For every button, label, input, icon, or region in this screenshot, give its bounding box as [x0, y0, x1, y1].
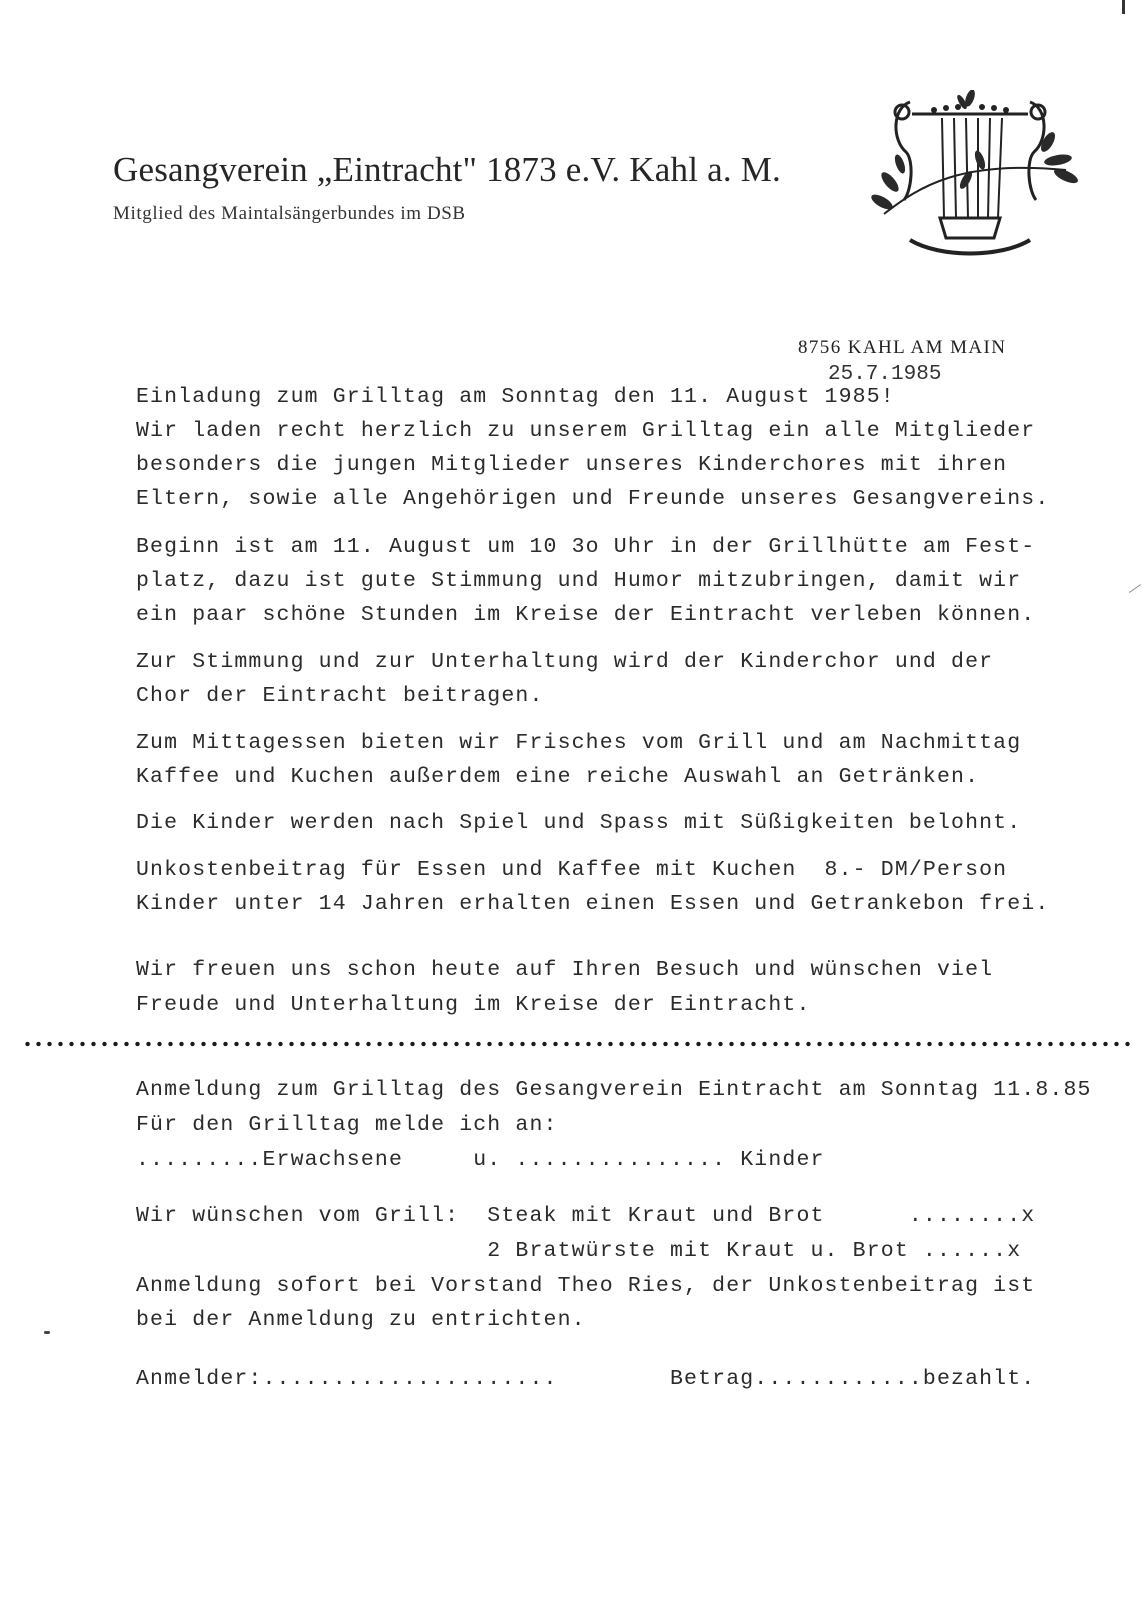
letter-date: 25.7.1985: [828, 363, 942, 386]
lyre-emblem-icon: [870, 90, 1085, 260]
invitation-line: Kaffee und Kuchen außerdem eine reiche Auswahl an Getränken.: [136, 765, 980, 789]
registration-line: 2 Bratwürste mit Kraut u. Brot ......x: [136, 1239, 1022, 1263]
registration-line: Anmeldung zum Grilltag des Gesangverein Eintracht am Sonntag 11.8.85: [136, 1078, 1092, 1102]
invitation-line: Einladung zum Grilltag am Sonntag den 11. August 1985!: [136, 385, 895, 409]
organization-name: Gesangverein „Eintracht" 1873 e.V. Kahl a. M.: [113, 150, 782, 189]
registration-line: Wir wünschen vom Grill: Steak mit Kraut und Brot ........x: [136, 1204, 1036, 1228]
invitation-line: Eltern, sowie alle Angehörigen und Freunde unseres Gesangvereins.: [136, 487, 1050, 511]
scan-speck: [44, 1331, 50, 1334]
registration-line: bei der Anmeldung zu entrichten.: [136, 1308, 586, 1332]
invitation-line: Wir freuen uns schon heute auf Ihren Besuch und wünschen viel: [136, 958, 994, 982]
invitation-line: Beginn ist am 11. August um 10 3o Uhr in der Grillhütte am Fest-: [136, 535, 1036, 559]
letter-place: 8756 KAHL AM MAIN: [798, 337, 1007, 358]
registration-line: Anmelder:..................... Betrag............bezahlt.: [136, 1367, 1036, 1391]
invitation-line: besonders die jungen Mitglieder unseres Kinderchores mit ihren: [136, 453, 1008, 477]
organization-subtitle: Mitglied des Maintalsängerbundes im DSB: [113, 203, 466, 224]
registration-line: Anmeldung sofort bei Vorstand Theo Ries, der Unkostenbeitrag ist: [136, 1274, 1036, 1298]
scan-speck: [1129, 584, 1141, 593]
invitation-line: Zum Mittagessen bieten wir Frisches vom Grill und am Nachmittag: [136, 731, 1022, 755]
invitation-line: Zur Stimmung und zur Unterhaltung wird der Kinderchor und der: [136, 650, 994, 674]
scan-edge-mark: [1122, 0, 1125, 14]
invitation-line: Unkostenbeitrag für Essen und Kaffee mit Kuchen 8.- DM/Person: [136, 858, 1008, 882]
invitation-line: Kinder unter 14 Jahren erhalten einen Essen und Getrankebon frei.: [136, 892, 1050, 916]
invitation-line: platz, dazu ist gute Stimmung und Humor mitzubringen, damit wir: [136, 569, 1022, 593]
invitation-line: ein paar schöne Stunden im Kreise der Eintracht verleben können.: [136, 603, 1036, 627]
cut-line: [22, 1040, 1134, 1048]
invitation-line: Wir laden recht herzlich zu unserem Grilltag ein alle Mitglieder: [136, 419, 1036, 443]
invitation-line: Chor der Eintracht beitragen.: [136, 684, 544, 708]
invitation-line: Freude und Unterhaltung im Kreise der Eintracht.: [136, 993, 811, 1017]
registration-line: Für den Grilltag melde ich an:: [136, 1113, 558, 1137]
registration-line: .........Erwachsene u. ............... Kinder: [136, 1148, 825, 1172]
invitation-line: Die Kinder werden nach Spiel und Spass mit Süßigkeiten belohnt.: [136, 811, 1022, 835]
